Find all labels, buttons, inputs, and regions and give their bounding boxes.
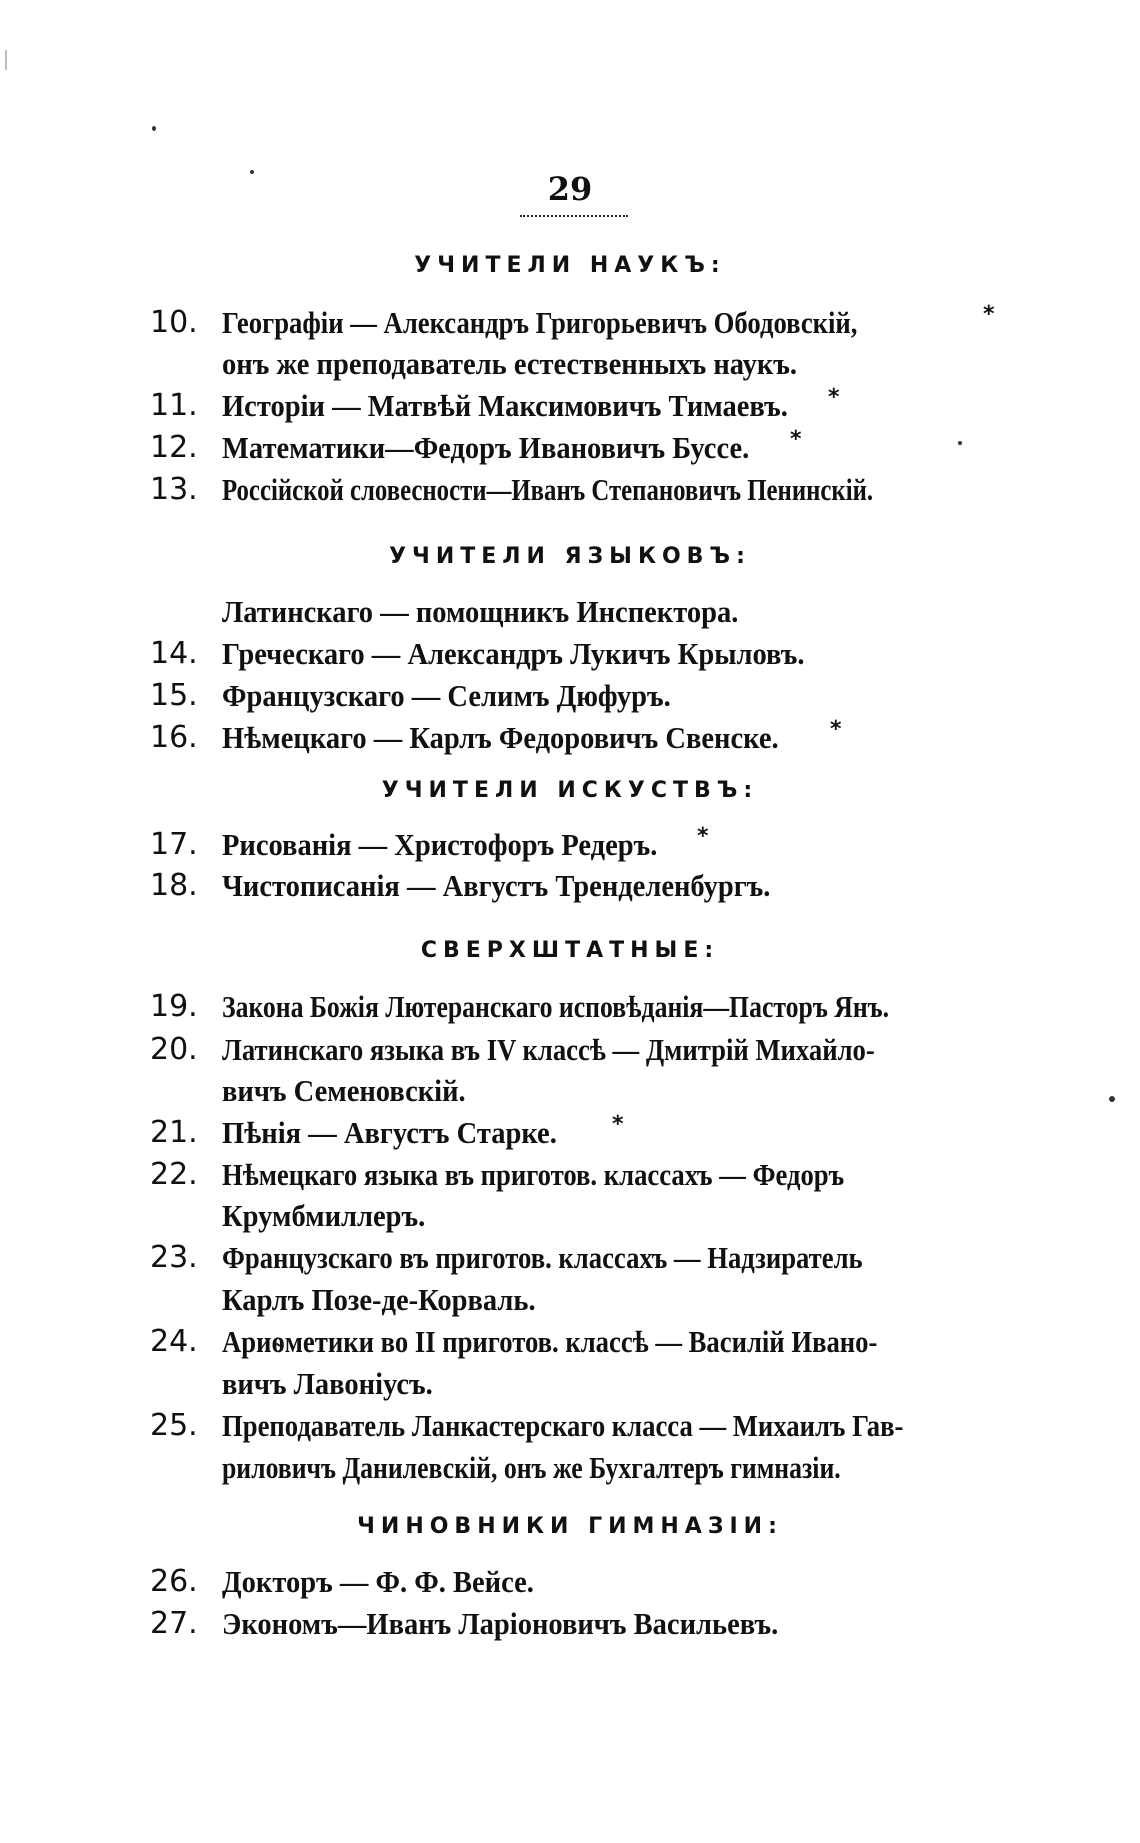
- item-text: Преподаватель Ланкастерскаго класса — Михаилъ Гав-: [222, 1408, 904, 1443]
- item-number: 25.: [150, 1408, 198, 1443]
- item-number: 13.: [150, 472, 198, 507]
- item-number: 16.: [150, 720, 198, 755]
- item-number: 21.: [150, 1115, 198, 1150]
- list-item: [0, 592, 1140, 632]
- scan-speck: [152, 126, 156, 131]
- item-number: 27.: [150, 1606, 198, 1641]
- item-number: 20.: [150, 1032, 198, 1067]
- item-text: Крумбмиллеръ.: [222, 1198, 426, 1233]
- item-text: Латинскаго языка въ IV классѣ — Дмитрій Михайло-: [222, 1032, 875, 1067]
- item-text: риловичъ Данилевскій, онъ же Бухгалтеръ гимназіи.: [222, 1450, 841, 1485]
- item-number: 23.: [150, 1240, 198, 1275]
- item-text: Докторъ — Ф. Ф. Вейсе.: [222, 1564, 534, 1599]
- item-number: 22.: [150, 1157, 198, 1192]
- list-item-continuation: [0, 344, 1140, 384]
- list-item: [0, 1113, 1140, 1153]
- item-number: 18.: [150, 868, 198, 903]
- item-text: Россійской словесности—Иванъ Степановичъ Пенинскій.: [222, 472, 874, 507]
- list-item: [0, 1238, 1140, 1278]
- item-number: 10.: [150, 305, 198, 340]
- list-item-continuation: [0, 1071, 1140, 1111]
- item-text: Нѣмецкаго — Карлъ Федоровичъ Свенске.: [222, 720, 779, 755]
- page-number: 29: [547, 170, 593, 208]
- list-item: [0, 676, 1140, 716]
- asterisk-mark: *: [828, 385, 840, 410]
- item-text: Карлъ Позе-де-Корваль.: [222, 1282, 536, 1317]
- section-heading: ЧИНОВНИКИ ГИМНАЗІИ:: [357, 1514, 783, 1539]
- item-number: 11.: [150, 388, 198, 423]
- list-item-continuation: [0, 1280, 1140, 1320]
- item-text: Рисованія — Христофоръ Редеръ.: [222, 827, 658, 862]
- list-item: [0, 1030, 1140, 1070]
- list-item: [0, 1322, 1140, 1362]
- item-number: 24.: [150, 1324, 198, 1359]
- section-heading: СВЕРХШТАТНЫЕ:: [420, 938, 720, 963]
- item-text: вичъ Семеновскій.: [222, 1073, 466, 1108]
- list-item: [0, 386, 1140, 426]
- list-item-continuation: [0, 1364, 1140, 1404]
- list-item: [0, 1604, 1140, 1644]
- item-number: 14.: [150, 636, 198, 671]
- item-text: Исторіи — Матвѣй Максимовичъ Тимаевъ.: [222, 388, 788, 423]
- scan-speck: [1109, 1096, 1115, 1102]
- section-heading: УЧИТЕЛИ НАУКЪ:: [414, 253, 726, 278]
- list-item: [0, 825, 1140, 865]
- list-item: [0, 866, 1140, 906]
- list-item-continuation: [0, 1448, 1140, 1488]
- item-text: Нѣмецкаго языка въ приготов. классахъ — Федоръ: [222, 1157, 845, 1192]
- scan-speck: [250, 170, 254, 174]
- list-item: [0, 1562, 1140, 1602]
- item-number: 12.: [150, 430, 198, 465]
- page-number-rule: [520, 215, 628, 217]
- section-heading: УЧИТЕЛИ ИСКУСТВЪ:: [381, 778, 759, 803]
- item-number: 15.: [150, 678, 198, 713]
- list-item: [0, 470, 1140, 510]
- item-text: Ариѳметики во II приготов. классѣ — Василій Ивано-: [222, 1324, 878, 1359]
- section-heading: УЧИТЕЛИ ЯЗЫКОВЪ:: [389, 544, 751, 569]
- asterisk-mark: *: [790, 427, 802, 452]
- item-text: Чистописанія — Августъ Тренделенбургъ.: [222, 868, 771, 903]
- scan-edge-mark: [5, 50, 7, 70]
- item-text: Математики—Федоръ Ивановичъ Буссе.: [222, 430, 750, 465]
- list-item: [0, 1406, 1140, 1446]
- item-number: 17.: [150, 827, 198, 862]
- item-text: Географіи — Александръ Григорьевичъ Ободовскій,: [222, 305, 858, 340]
- asterisk-mark: *: [830, 717, 842, 742]
- item-text: Экономъ—Иванъ Ларіоновичъ Васильевъ.: [222, 1606, 779, 1641]
- item-text: онъ же преподаватель естественныхъ наукъ.: [222, 346, 798, 381]
- item-number: 26.: [150, 1564, 198, 1599]
- item-text: Греческаго — Александръ Лукичъ Крыловъ.: [222, 636, 805, 671]
- list-item: [0, 1155, 1140, 1195]
- asterisk-mark: *: [612, 1112, 624, 1137]
- list-item: [0, 634, 1140, 674]
- asterisk-mark: *: [983, 302, 995, 327]
- item-text: Закона Божія Лютеранскаго исповѣданія—Пасторъ Янъ.: [222, 989, 890, 1024]
- list-item: [0, 987, 1140, 1027]
- list-item: [0, 303, 1140, 343]
- item-text: Французскаго — Селимъ Дюфуръ.: [222, 678, 671, 713]
- item-text: Французскаго въ приготов. классахъ — Надзиратель: [222, 1240, 863, 1275]
- item-number: 19.: [150, 989, 198, 1024]
- item-text: вичъ Лавоніусъ.: [222, 1366, 433, 1401]
- scan-speck: [958, 441, 962, 445]
- list-item: [0, 428, 1140, 468]
- item-text: Латинскаго — помощникъ Инспектора.: [222, 594, 739, 629]
- list-item-continuation: [0, 1196, 1140, 1236]
- asterisk-mark: *: [697, 824, 709, 849]
- item-text: Пѣнія — Августъ Старке.: [222, 1115, 557, 1150]
- list-item: [0, 718, 1140, 758]
